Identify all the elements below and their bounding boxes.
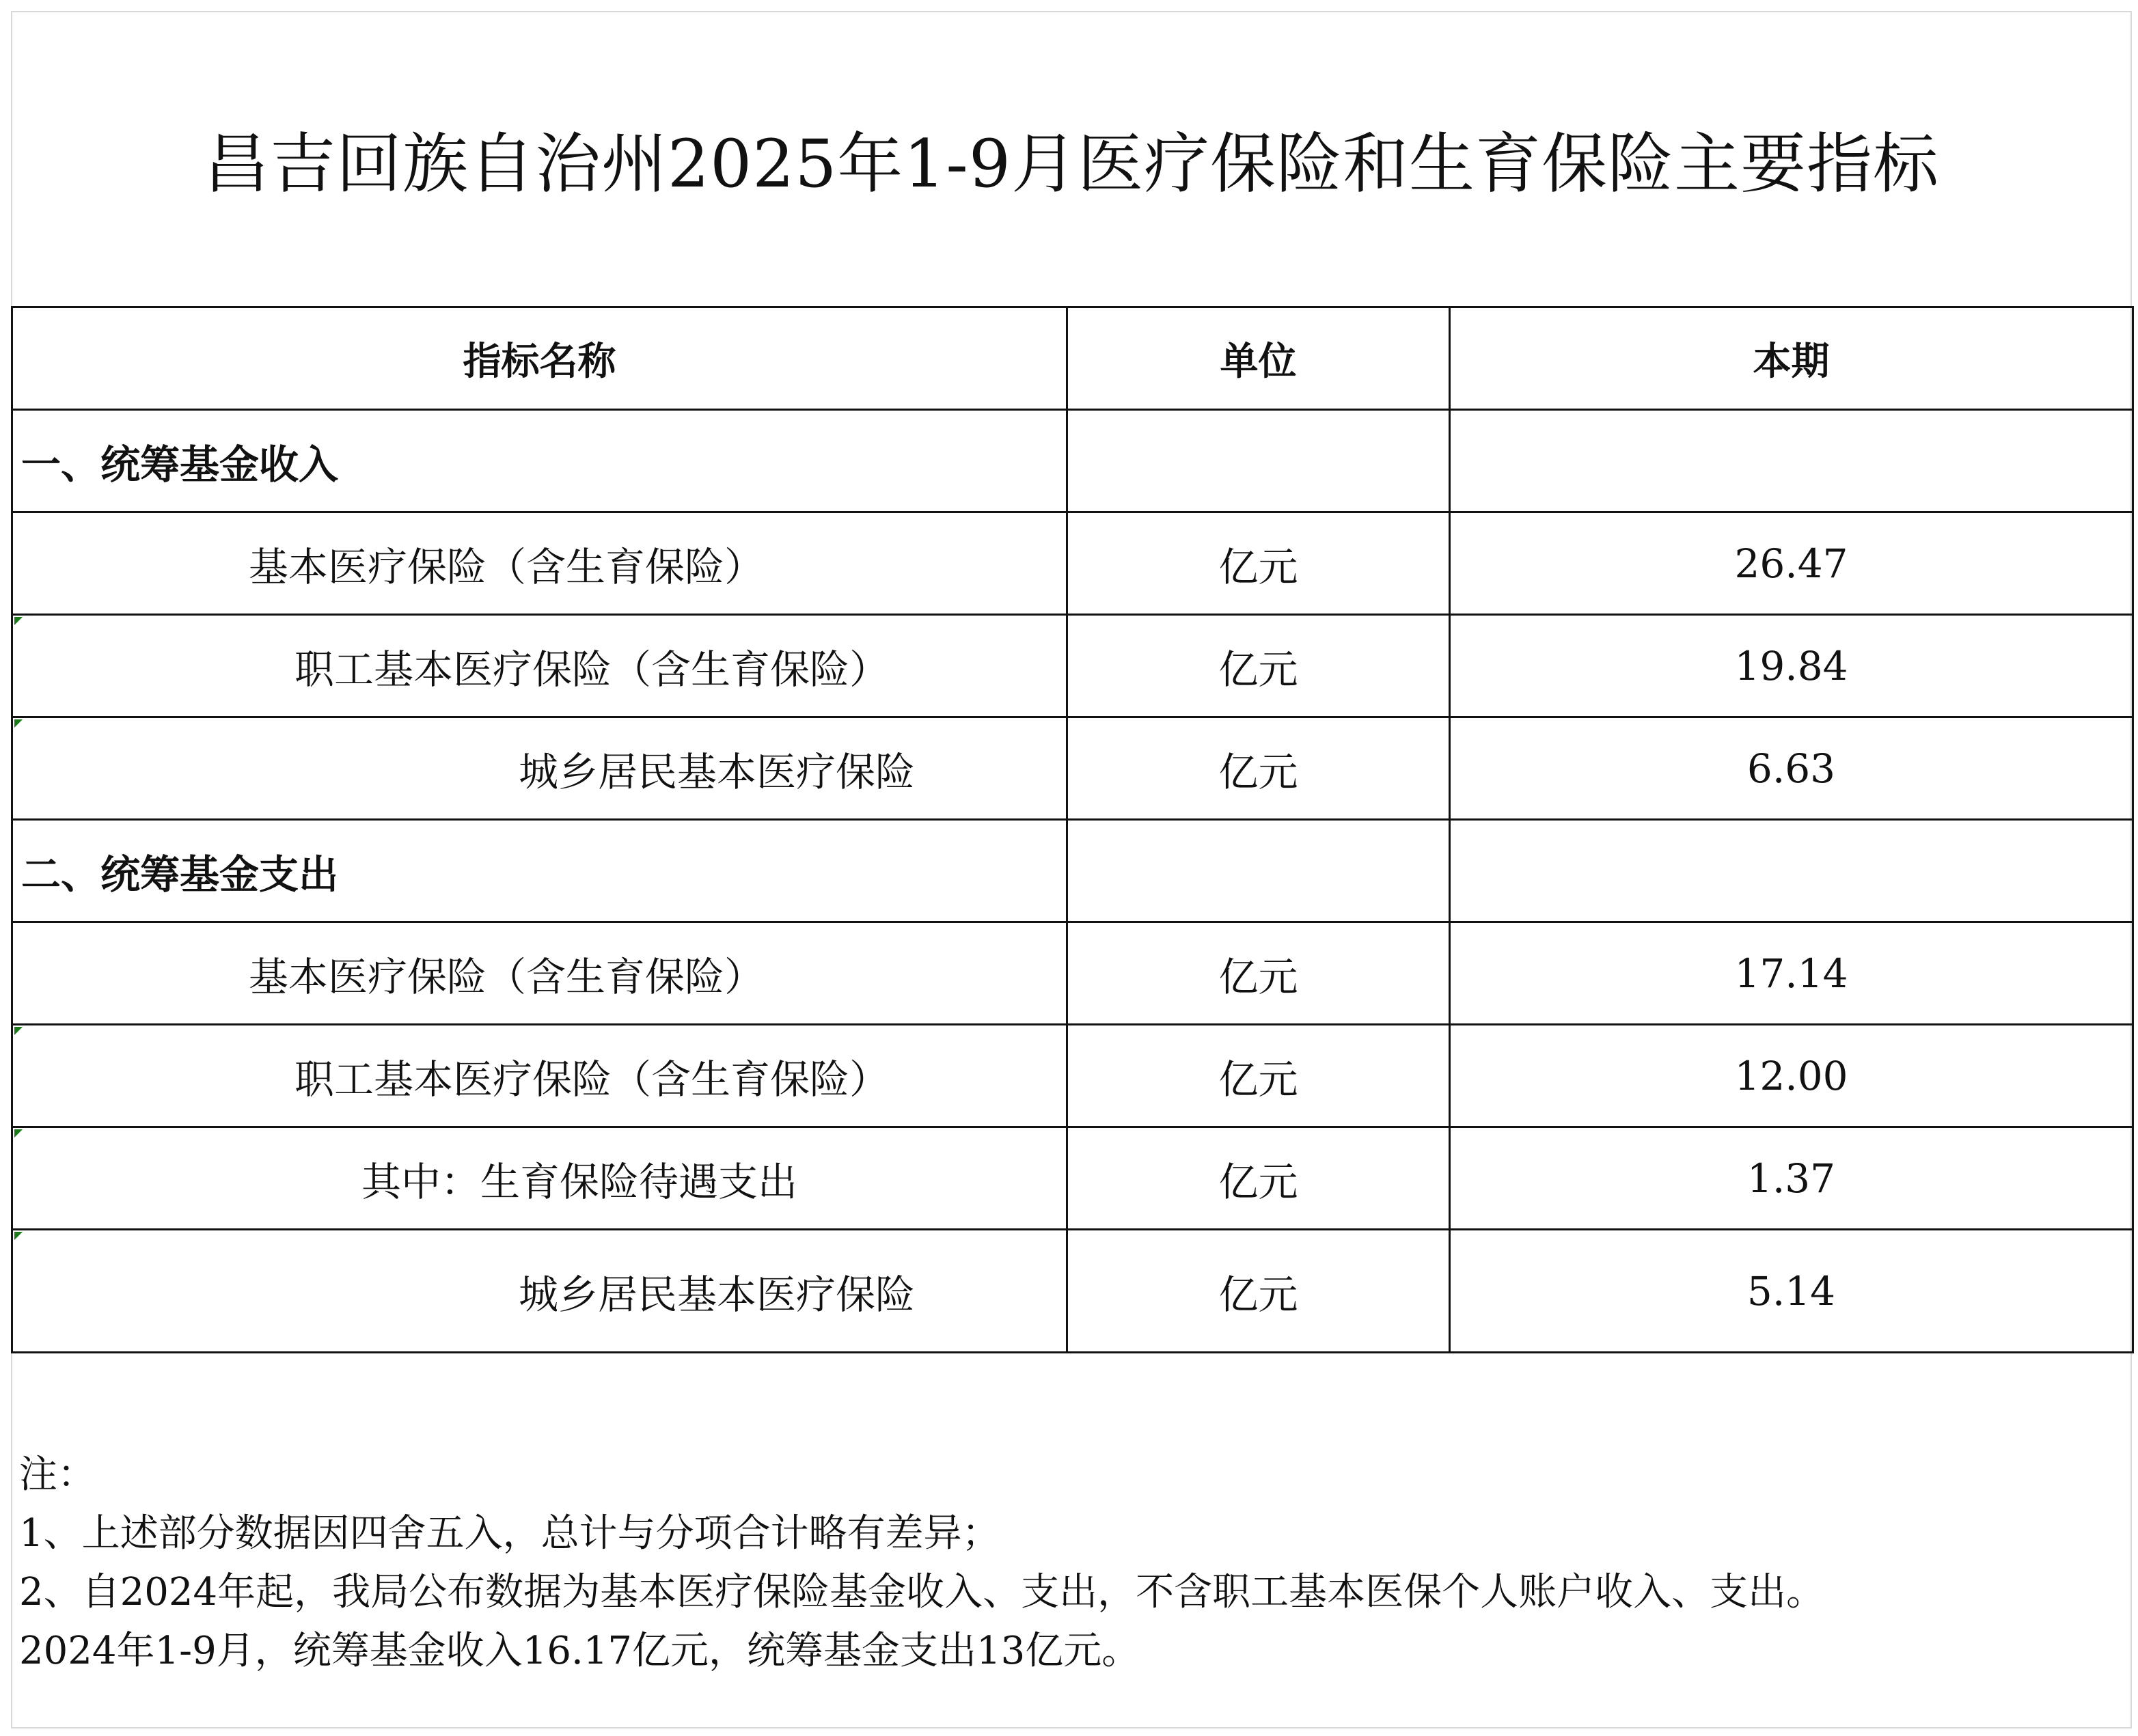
value-cell: 19.84 [1450,615,2133,717]
cell-marker-icon [14,1027,23,1035]
section-row [12,410,2133,512]
title-cell [11,11,2132,306]
unit-cell: 亿元 [1067,717,1450,820]
cell-marker-icon [14,617,23,625]
table-row [12,615,2133,717]
indicator-name-cell [12,1230,1067,1353]
indicator-name-cell [12,1025,1067,1127]
table-row [12,1230,2133,1353]
indicator-name-cell [12,512,1067,615]
table-row [12,1127,2133,1230]
indicator-name: 职工基本医疗保险（含生育保险） [294,646,890,693]
table-row [12,717,2133,820]
indicator-name-cell [12,1127,1067,1230]
header-unit: 单位 [1067,307,1450,410]
indicator-name: 职工基本医疗保险（含生育保险） [294,1056,890,1103]
indicator-name-cell [12,615,1067,717]
indicator-name-cell [12,717,1067,820]
section-row [12,820,2133,922]
unit-cell: 亿元 [1067,1025,1450,1127]
page-title: 昌吉回族自治州2025年1-9月医疗保险和生育保险主要指标 [204,125,1939,202]
indicator-table [11,306,2134,1353]
indicator-name: 城乡居民基本医疗保险 [519,748,916,795]
value-cell: 12.00 [1450,1025,2133,1127]
table-row [12,512,2133,615]
unit-cell: 亿元 [1067,615,1450,717]
cell-marker-icon [14,719,23,728]
value-cell: 17.14 [1450,922,2133,1025]
indicator-name: 二、统筹基金支出 [21,851,339,898]
value-cell: 6.63 [1450,717,2133,820]
header-indicator-name: 指标名称 [12,307,1067,410]
unit-cell: 亿元 [1067,1127,1450,1230]
unit-cell [1067,820,1450,922]
indicator-name: 基本医疗保险（含生育保险） [249,543,765,590]
table-row [12,1025,2133,1127]
cell-marker-icon [14,1232,23,1240]
indicator-name: 一、统筹基金收入 [21,441,339,488]
notes-heading: 注： [19,1452,96,1497]
value-cell [1450,820,2133,922]
indicator-name: 基本医疗保险（含生育保险） [249,953,765,1000]
unit-cell: 亿元 [1067,922,1450,1025]
value-cell [1450,410,2133,512]
indicator-name: 其中：生育保险待遇支出 [361,1158,798,1205]
indicator-name-cell [12,820,1067,922]
unit-cell: 亿元 [1067,1230,1450,1353]
table-header-row [12,307,2133,410]
indicator-name: 城乡居民基本医疗保险 [519,1271,916,1318]
value-cell: 5.14 [1450,1230,2133,1353]
note-line-2: 2、自2024年起，我局公布数据为基本医疗保险基金收入、支出，不含职工基本医保个人账户收入、支出。 [19,1570,1825,1614]
note-line-1: 1、上述部分数据因四舍五入，总计与分项合计略有差异； [19,1511,1000,1556]
table-row [12,922,2133,1025]
indicator-name-cell [12,922,1067,1025]
notes-section [11,1380,2132,1727]
value-cell: 26.47 [1450,512,2133,615]
cell-marker-icon [14,1129,23,1138]
note-line-3: 2024年1-9月，统筹基金收入16.17亿元，统筹基金支出13亿元。 [19,1629,1140,1673]
unit-cell [1067,410,1450,512]
indicator-name-cell [12,410,1067,512]
unit-cell: 亿元 [1067,512,1450,615]
value-cell: 1.37 [1450,1127,2133,1230]
header-current-period: 本期 [1450,307,2133,410]
